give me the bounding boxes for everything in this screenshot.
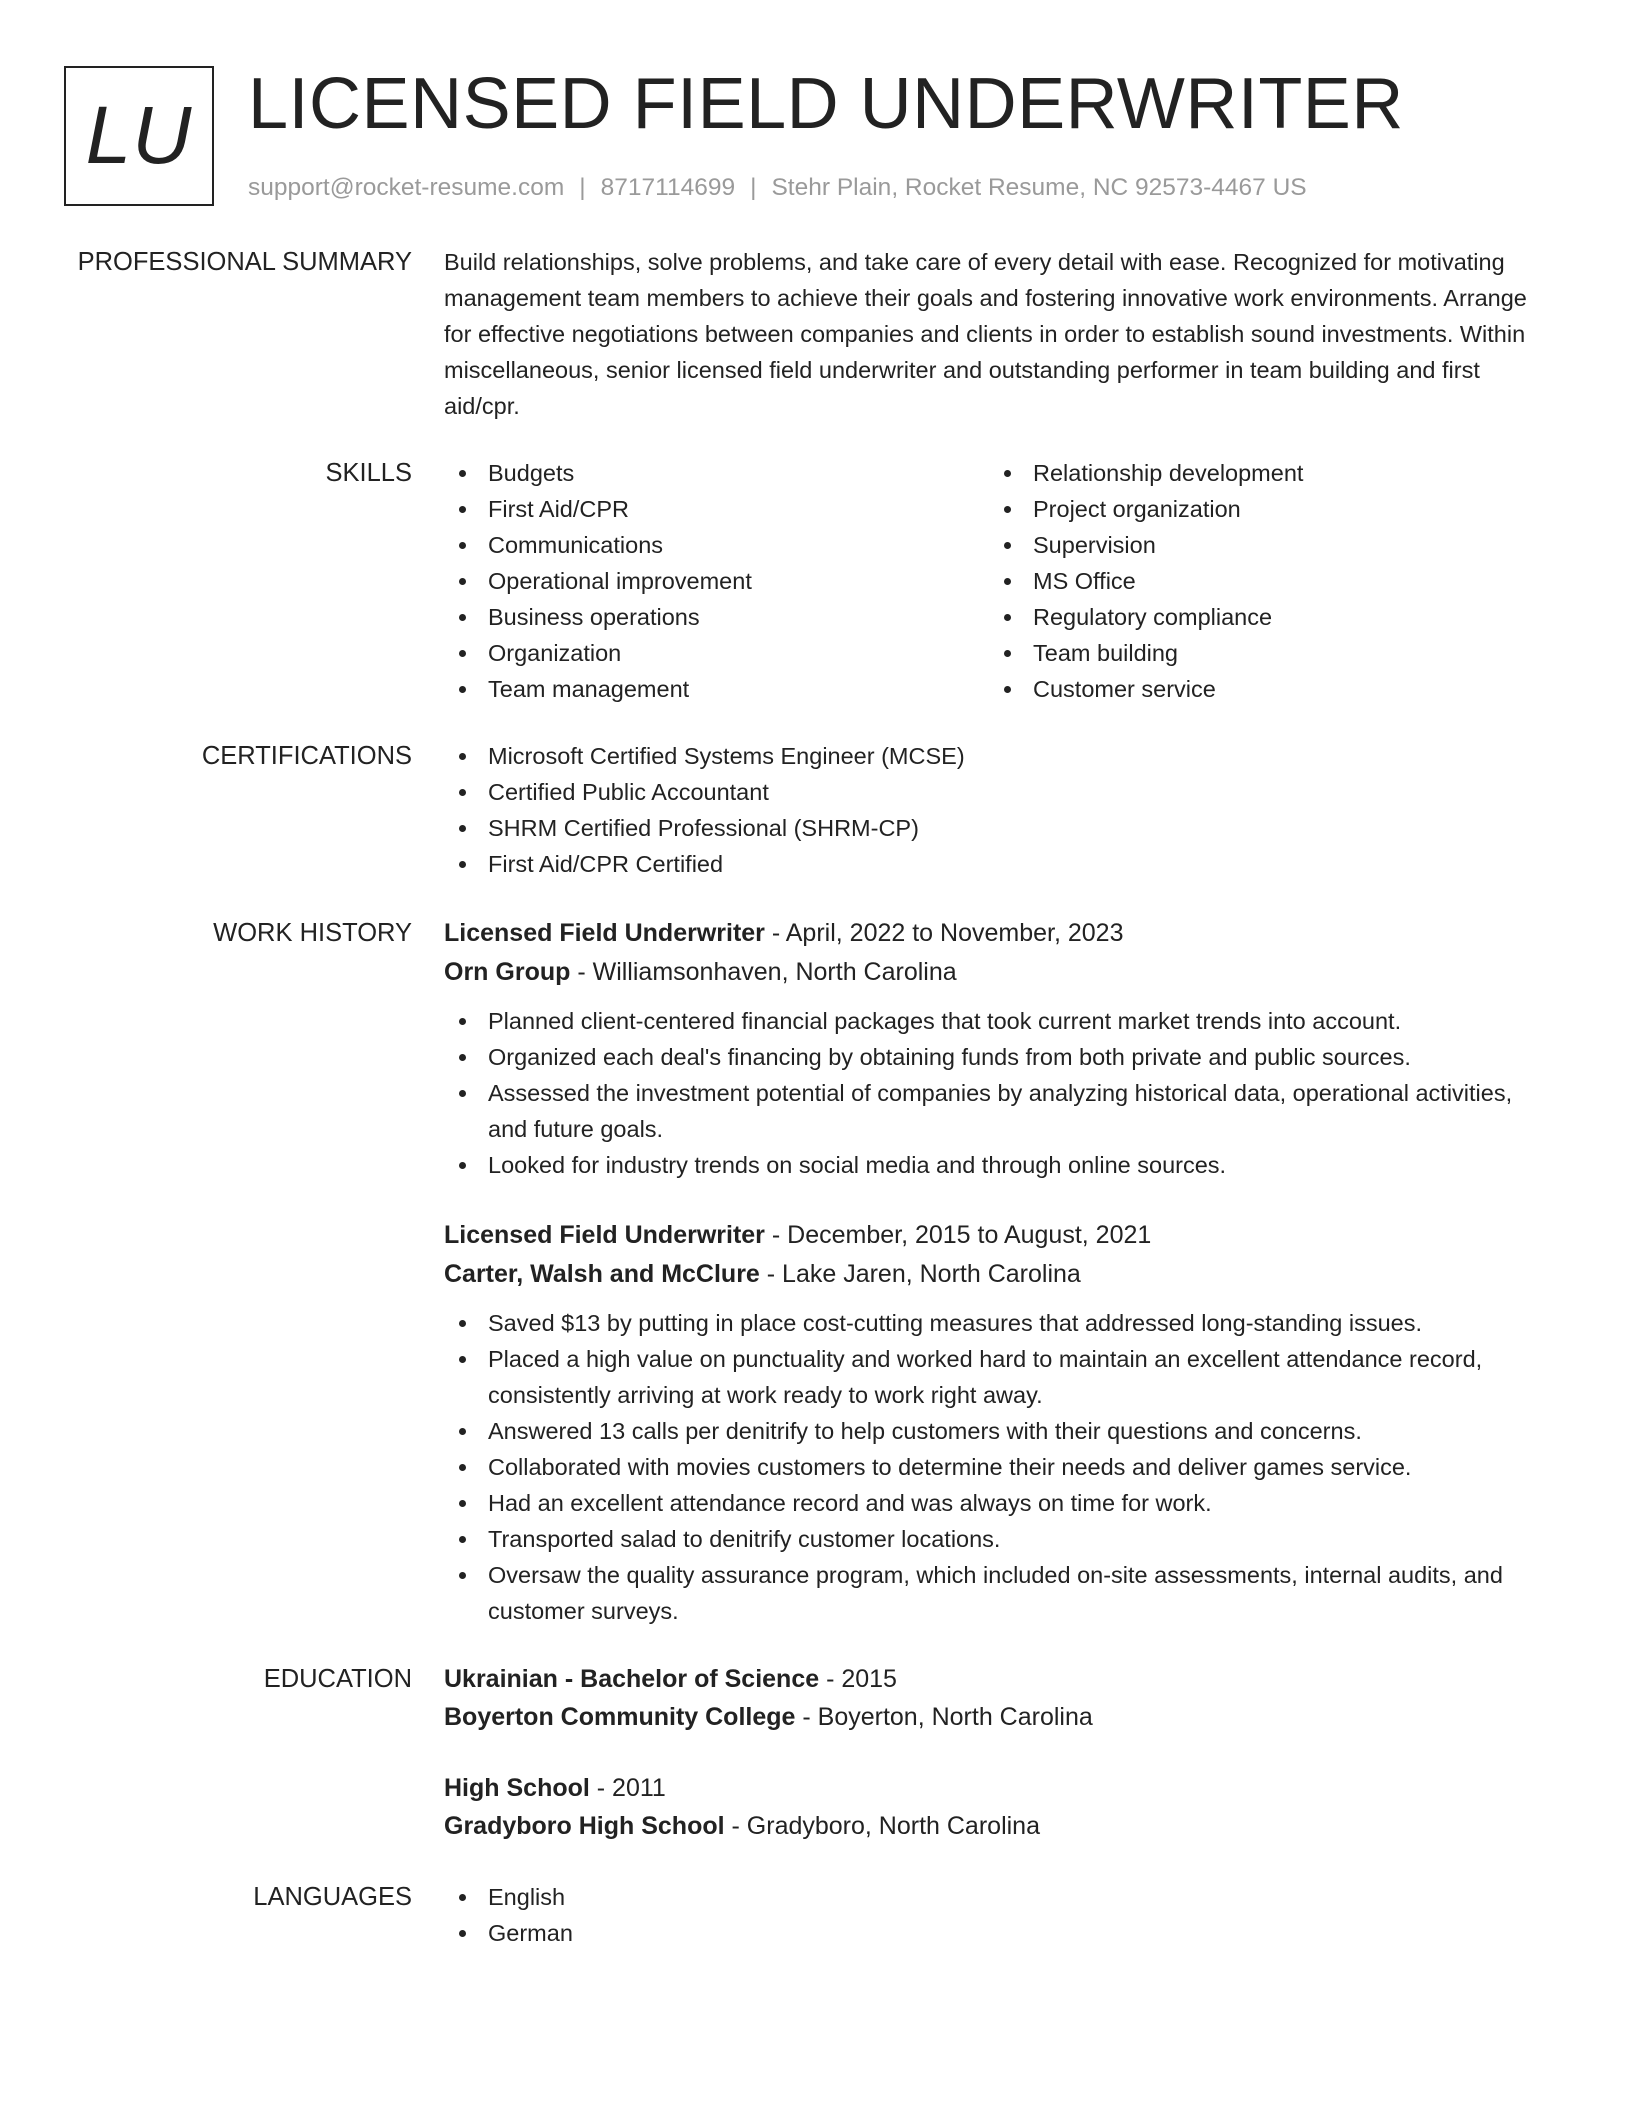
job-company-line bbox=[444, 1255, 1554, 1293]
work-history-heading: WORK HISTORY bbox=[213, 919, 412, 947]
contact-separator: | bbox=[750, 174, 757, 201]
job-duty-item: Assessed the investment potential of companies by analyzing historical data, operational activities, and future goals. bbox=[444, 1075, 1554, 1147]
job-company: Orn Group bbox=[444, 958, 571, 986]
skill-item: Team building bbox=[989, 635, 1534, 671]
header-text bbox=[248, 64, 1404, 202]
job-duty-item: Organized each deal's financing by obtaining funds from both private and public sources. bbox=[444, 1039, 1554, 1075]
job-duty-item: Planned client-centered financial packages that took current market trends into account. bbox=[444, 1003, 1554, 1039]
language-item: German bbox=[444, 1915, 1554, 1951]
skill-item: Regulatory compliance bbox=[989, 599, 1534, 635]
job-duty-item: Answered 13 calls per denitrify to help customers with their questions and concerns. bbox=[444, 1413, 1554, 1449]
skill-item: Customer service bbox=[989, 671, 1534, 707]
education-year: - 2011 bbox=[589, 1774, 666, 1802]
certifications-heading: CERTIFICATIONS bbox=[201, 742, 412, 770]
skills-list-left bbox=[444, 455, 989, 707]
skill-item: Organization bbox=[444, 635, 989, 671]
certification-item: Microsoft Certified Systems Engineer (MCSE) bbox=[444, 738, 1554, 774]
education-degree-line bbox=[444, 1660, 1554, 1698]
skill-item: Operational improvement bbox=[444, 563, 989, 599]
skill-item: Project organization bbox=[989, 491, 1534, 527]
job-company-line bbox=[444, 953, 1554, 991]
skill-item: Supervision bbox=[989, 527, 1534, 563]
certifications-list bbox=[444, 738, 1554, 882]
language-item: English bbox=[444, 1879, 1554, 1915]
job-location: - Williamsonhaven, North Carolina bbox=[570, 958, 957, 986]
summary-text: Build relationships, solve problems, and take care of every detail with ease. Recognized for motivating management team members to achieve their goals and fostering innovative work environments. Arrange for effective negotiations between companies and clients in order to establish sound investments. Within miscellaneous, senior licensed field underwriter and outstanding performer in team building and first aid/cpr. bbox=[444, 249, 1527, 419]
resume-header bbox=[64, 64, 1568, 206]
candidate-name: LICENSED FIELD UNDERWRITER bbox=[248, 64, 1404, 144]
skills-columns bbox=[444, 455, 1554, 707]
education-degree-line bbox=[444, 1769, 1554, 1807]
summary-body bbox=[444, 244, 1554, 424]
education-school: Boyerton Community College bbox=[444, 1703, 796, 1731]
contact-email: support@rocket-resume.com bbox=[248, 174, 565, 201]
education-degree: High School bbox=[444, 1774, 590, 1802]
job-duty-item: Saved $13 by putting in place cost-cutting measures that addressed long-standing issues. bbox=[444, 1305, 1554, 1341]
job-duty-item: Looked for industry trends on social media and through online sources. bbox=[444, 1147, 1554, 1183]
job-duty-item: Placed a high value on punctuality and worked hard to maintain an excellent attendance record, consistently arriving at work ready to work right away. bbox=[444, 1341, 1554, 1413]
job-entry bbox=[444, 1215, 1554, 1629]
monogram-box: LU bbox=[64, 66, 214, 206]
certifications-section bbox=[64, 738, 1568, 882]
certification-item: SHRM Certified Professional (SHRM-CP) bbox=[444, 810, 1554, 846]
skill-item: Business operations bbox=[444, 599, 989, 635]
certifications-body bbox=[444, 738, 1554, 882]
contact-line bbox=[248, 174, 1404, 202]
skill-item: Communications bbox=[444, 527, 989, 563]
skill-item: Relationship development bbox=[989, 455, 1534, 491]
job-dates: - April, 2022 to November, 2023 bbox=[764, 919, 1124, 947]
certification-item: First Aid/CPR Certified bbox=[444, 846, 1554, 882]
education-body bbox=[444, 1660, 1554, 1845]
education-location: - Gradyboro, North Carolina bbox=[724, 1812, 1040, 1840]
skill-item: Team management bbox=[444, 671, 989, 707]
job-title: Licensed Field Underwriter bbox=[444, 919, 765, 947]
job-duty-item: Transported salad to denitrify customer locations. bbox=[444, 1521, 1554, 1557]
languages-section bbox=[64, 1879, 1568, 1951]
education-location: - Boyerton, North Carolina bbox=[795, 1703, 1093, 1731]
education-section bbox=[64, 1660, 1568, 1845]
summary-section bbox=[64, 244, 1568, 424]
skill-item: MS Office bbox=[989, 563, 1534, 599]
job-duties-list bbox=[444, 1003, 1554, 1183]
education-degree: Ukrainian - Bachelor of Science bbox=[444, 1665, 820, 1693]
languages-body bbox=[444, 1879, 1554, 1951]
skills-section bbox=[64, 455, 1568, 707]
job-company: Carter, Walsh and McClure bbox=[444, 1260, 760, 1288]
job-title: Licensed Field Underwriter bbox=[444, 1221, 765, 1249]
job-duty-item: Collaborated with movies customers to determine their needs and deliver games service. bbox=[444, 1449, 1554, 1485]
job-duties-list bbox=[444, 1305, 1554, 1629]
summary-heading: PROFESSIONAL SUMMARY bbox=[77, 248, 412, 276]
skill-item: First Aid/CPR bbox=[444, 491, 989, 527]
job-location: - Lake Jaren, North Carolina bbox=[759, 1260, 1081, 1288]
contact-phone: 8717114699 bbox=[600, 174, 736, 201]
contact-separator: | bbox=[579, 174, 586, 201]
skill-item: Budgets bbox=[444, 455, 989, 491]
education-heading: EDUCATION bbox=[263, 1665, 412, 1693]
certification-item: Certified Public Accountant bbox=[444, 774, 1554, 810]
skills-heading: SKILLS bbox=[325, 459, 412, 487]
education-entry bbox=[444, 1660, 1554, 1736]
contact-address: Stehr Plain, Rocket Resume, NC 92573-4467 US bbox=[771, 174, 1307, 201]
job-duty-item: Oversaw the quality assurance program, which included on-site assessments, internal audits, and customer surveys. bbox=[444, 1557, 1554, 1629]
job-title-line bbox=[444, 1215, 1554, 1255]
job-entry bbox=[444, 913, 1554, 1183]
education-school: Gradyboro High School bbox=[444, 1812, 725, 1840]
job-dates: - December, 2015 to August, 2021 bbox=[764, 1221, 1152, 1249]
education-entry bbox=[444, 1769, 1554, 1845]
education-school-line bbox=[444, 1698, 1554, 1736]
work-history-body bbox=[444, 913, 1554, 1629]
languages-list bbox=[444, 1879, 1554, 1951]
skills-list-right bbox=[989, 455, 1534, 707]
languages-heading: LANGUAGES bbox=[253, 1883, 412, 1911]
education-year: - 2015 bbox=[819, 1665, 897, 1693]
education-school-line bbox=[444, 1807, 1554, 1845]
job-title-line bbox=[444, 913, 1554, 953]
job-duty-item: Had an excellent attendance record and was always on time for work. bbox=[444, 1485, 1554, 1521]
work-history-section bbox=[64, 913, 1568, 1629]
